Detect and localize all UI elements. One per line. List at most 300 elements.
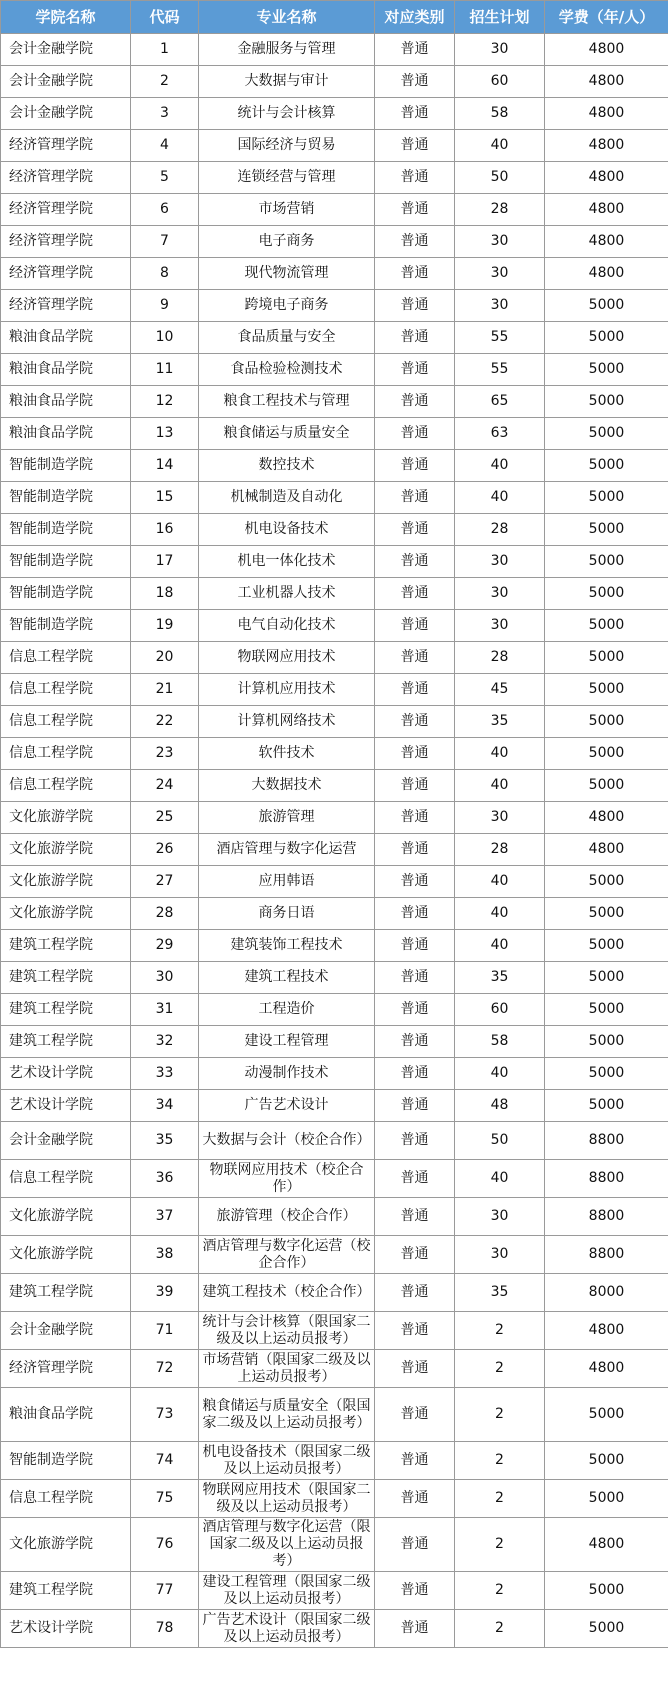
cell-major: 计算机应用技术 bbox=[199, 674, 375, 706]
cell-plan: 30 bbox=[455, 226, 545, 258]
cell-type: 普通 bbox=[375, 1026, 455, 1058]
cell-major: 酒店管理与数字化运营 bbox=[199, 834, 375, 866]
cell-college: 信息工程学院 bbox=[1, 1480, 131, 1518]
cell-type: 普通 bbox=[375, 834, 455, 866]
cell-code: 1 bbox=[131, 34, 199, 66]
table-row bbox=[1, 1274, 668, 1312]
table-header bbox=[1, 1, 668, 34]
cell-college: 艺术设计学院 bbox=[1, 1090, 131, 1122]
cell-code: 22 bbox=[131, 706, 199, 738]
table-row bbox=[1, 386, 668, 418]
cell-type: 普通 bbox=[375, 66, 455, 98]
cell-type: 普通 bbox=[375, 450, 455, 482]
cell-plan: 30 bbox=[455, 546, 545, 578]
cell-fee: 5000 bbox=[545, 706, 668, 738]
col-header-college: 学院名称 bbox=[1, 1, 131, 34]
cell-type: 普通 bbox=[375, 770, 455, 802]
cell-fee: 5000 bbox=[545, 1480, 668, 1518]
cell-code: 14 bbox=[131, 450, 199, 482]
cell-major: 统计与会计核算（限国家二级及以上运动员报考） bbox=[199, 1312, 375, 1350]
cell-college: 智能制造学院 bbox=[1, 1442, 131, 1480]
cell-code: 8 bbox=[131, 258, 199, 290]
table-row bbox=[1, 706, 668, 738]
cell-college: 信息工程学院 bbox=[1, 642, 131, 674]
cell-plan: 58 bbox=[455, 1026, 545, 1058]
cell-code: 24 bbox=[131, 770, 199, 802]
cell-type: 普通 bbox=[375, 162, 455, 194]
cell-code: 7 bbox=[131, 226, 199, 258]
cell-type: 普通 bbox=[375, 706, 455, 738]
cell-plan: 40 bbox=[455, 930, 545, 962]
cell-type: 普通 bbox=[375, 1160, 455, 1198]
cell-major: 市场营销 bbox=[199, 194, 375, 226]
header-row bbox=[1, 1, 668, 34]
table-row bbox=[1, 1090, 668, 1122]
cell-major: 建筑装饰工程技术 bbox=[199, 930, 375, 962]
cell-fee: 5000 bbox=[545, 1058, 668, 1090]
cell-major: 建设工程管理 bbox=[199, 1026, 375, 1058]
col-header-fee: 学费（年/人） bbox=[545, 1, 668, 34]
cell-code: 21 bbox=[131, 674, 199, 706]
cell-college: 会计金融学院 bbox=[1, 1122, 131, 1160]
cell-plan: 60 bbox=[455, 66, 545, 98]
cell-type: 普通 bbox=[375, 1312, 455, 1350]
cell-code: 73 bbox=[131, 1388, 199, 1442]
table-row bbox=[1, 1198, 668, 1236]
cell-type: 普通 bbox=[375, 1090, 455, 1122]
cell-code: 25 bbox=[131, 802, 199, 834]
cell-type: 普通 bbox=[375, 386, 455, 418]
cell-college: 信息工程学院 bbox=[1, 706, 131, 738]
table-row bbox=[1, 258, 668, 290]
cell-code: 10 bbox=[131, 322, 199, 354]
table-row bbox=[1, 1442, 668, 1480]
cell-college: 会计金融学院 bbox=[1, 98, 131, 130]
cell-fee: 5000 bbox=[545, 866, 668, 898]
table-row bbox=[1, 834, 668, 866]
cell-plan: 2 bbox=[455, 1312, 545, 1350]
cell-fee: 5000 bbox=[545, 770, 668, 802]
cell-fee: 4800 bbox=[545, 98, 668, 130]
table-row bbox=[1, 866, 668, 898]
cell-code: 3 bbox=[131, 98, 199, 130]
cell-college: 粮油食品学院 bbox=[1, 1388, 131, 1442]
cell-fee: 8800 bbox=[545, 1122, 668, 1160]
cell-type: 普通 bbox=[375, 130, 455, 162]
cell-college: 文化旅游学院 bbox=[1, 898, 131, 930]
cell-type: 普通 bbox=[375, 802, 455, 834]
cell-plan: 45 bbox=[455, 674, 545, 706]
cell-code: 72 bbox=[131, 1350, 199, 1388]
cell-type: 普通 bbox=[375, 226, 455, 258]
cell-plan: 40 bbox=[455, 1160, 545, 1198]
cell-fee: 5000 bbox=[545, 738, 668, 770]
table-row bbox=[1, 1572, 668, 1610]
cell-major: 旅游管理（校企合作） bbox=[199, 1198, 375, 1236]
cell-fee: 5000 bbox=[545, 482, 668, 514]
cell-college: 建筑工程学院 bbox=[1, 1026, 131, 1058]
cell-plan: 30 bbox=[455, 290, 545, 322]
col-header-code: 代码 bbox=[131, 1, 199, 34]
cell-college: 文化旅游学院 bbox=[1, 1236, 131, 1274]
cell-major: 电气自动化技术 bbox=[199, 610, 375, 642]
table-row bbox=[1, 578, 668, 610]
cell-plan: 30 bbox=[455, 258, 545, 290]
cell-fee: 5000 bbox=[545, 1026, 668, 1058]
cell-code: 15 bbox=[131, 482, 199, 514]
cell-code: 30 bbox=[131, 962, 199, 994]
cell-major: 大数据技术 bbox=[199, 770, 375, 802]
cell-type: 普通 bbox=[375, 418, 455, 450]
cell-fee: 4800 bbox=[545, 130, 668, 162]
cell-college: 经济管理学院 bbox=[1, 1350, 131, 1388]
table-row bbox=[1, 514, 668, 546]
cell-college: 经济管理学院 bbox=[1, 226, 131, 258]
cell-major: 数控技术 bbox=[199, 450, 375, 482]
cell-plan: 60 bbox=[455, 994, 545, 1026]
table-row bbox=[1, 162, 668, 194]
cell-fee: 4800 bbox=[545, 66, 668, 98]
cell-code: 26 bbox=[131, 834, 199, 866]
cell-type: 普通 bbox=[375, 354, 455, 386]
cell-type: 普通 bbox=[375, 194, 455, 226]
cell-fee: 5000 bbox=[545, 962, 668, 994]
cell-code: 27 bbox=[131, 866, 199, 898]
cell-code: 13 bbox=[131, 418, 199, 450]
cell-fee: 4800 bbox=[545, 1518, 668, 1572]
col-header-type: 对应类别 bbox=[375, 1, 455, 34]
cell-code: 29 bbox=[131, 930, 199, 962]
cell-college: 智能制造学院 bbox=[1, 450, 131, 482]
cell-fee: 5000 bbox=[545, 1388, 668, 1442]
cell-plan: 30 bbox=[455, 1198, 545, 1236]
cell-fee: 5000 bbox=[545, 418, 668, 450]
cell-college: 经济管理学院 bbox=[1, 258, 131, 290]
cell-major: 现代物流管理 bbox=[199, 258, 375, 290]
cell-major: 广告艺术设计 bbox=[199, 1090, 375, 1122]
cell-plan: 40 bbox=[455, 866, 545, 898]
cell-code: 71 bbox=[131, 1312, 199, 1350]
table-row bbox=[1, 34, 668, 66]
cell-fee: 5000 bbox=[545, 898, 668, 930]
cell-college: 艺术设计学院 bbox=[1, 1058, 131, 1090]
cell-college: 粮油食品学院 bbox=[1, 418, 131, 450]
cell-major: 酒店管理与数字化运营（校企合作） bbox=[199, 1236, 375, 1274]
table-row bbox=[1, 930, 668, 962]
cell-fee: 5000 bbox=[545, 386, 668, 418]
cell-plan: 30 bbox=[455, 34, 545, 66]
cell-fee: 4800 bbox=[545, 226, 668, 258]
table-row bbox=[1, 1122, 668, 1160]
cell-major: 粮食工程技术与管理 bbox=[199, 386, 375, 418]
cell-code: 32 bbox=[131, 1026, 199, 1058]
cell-fee: 5000 bbox=[545, 450, 668, 482]
table-body bbox=[1, 34, 668, 1648]
cell-college: 文化旅游学院 bbox=[1, 834, 131, 866]
cell-type: 普通 bbox=[375, 1388, 455, 1442]
cell-type: 普通 bbox=[375, 962, 455, 994]
table-row bbox=[1, 354, 668, 386]
cell-major: 旅游管理 bbox=[199, 802, 375, 834]
cell-major: 大数据与审计 bbox=[199, 66, 375, 98]
cell-fee: 5000 bbox=[545, 1610, 668, 1648]
cell-plan: 50 bbox=[455, 1122, 545, 1160]
cell-major: 连锁经营与管理 bbox=[199, 162, 375, 194]
cell-code: 36 bbox=[131, 1160, 199, 1198]
cell-college: 经济管理学院 bbox=[1, 130, 131, 162]
cell-fee: 4800 bbox=[545, 834, 668, 866]
col-header-plan: 招生计划 bbox=[455, 1, 545, 34]
cell-plan: 55 bbox=[455, 354, 545, 386]
cell-major: 软件技术 bbox=[199, 738, 375, 770]
table-row bbox=[1, 1160, 668, 1198]
cell-plan: 48 bbox=[455, 1090, 545, 1122]
table-row bbox=[1, 98, 668, 130]
cell-major: 国际经济与贸易 bbox=[199, 130, 375, 162]
table-row bbox=[1, 66, 668, 98]
cell-plan: 2 bbox=[455, 1572, 545, 1610]
table-row bbox=[1, 1312, 668, 1350]
cell-major: 食品质量与安全 bbox=[199, 322, 375, 354]
cell-plan: 40 bbox=[455, 450, 545, 482]
cell-type: 普通 bbox=[375, 1236, 455, 1274]
cell-major: 统计与会计核算 bbox=[199, 98, 375, 130]
table-row bbox=[1, 418, 668, 450]
cell-code: 17 bbox=[131, 546, 199, 578]
cell-plan: 2 bbox=[455, 1518, 545, 1572]
cell-type: 普通 bbox=[375, 738, 455, 770]
cell-fee: 4800 bbox=[545, 802, 668, 834]
cell-fee: 5000 bbox=[545, 930, 668, 962]
cell-type: 普通 bbox=[375, 482, 455, 514]
cell-fee: 4800 bbox=[545, 34, 668, 66]
table-row bbox=[1, 1350, 668, 1388]
cell-code: 75 bbox=[131, 1480, 199, 1518]
cell-type: 普通 bbox=[375, 930, 455, 962]
cell-code: 33 bbox=[131, 1058, 199, 1090]
table-row bbox=[1, 994, 668, 1026]
table-row bbox=[1, 898, 668, 930]
cell-college: 经济管理学院 bbox=[1, 194, 131, 226]
cell-plan: 30 bbox=[455, 1236, 545, 1274]
cell-major: 机电设备技术 bbox=[199, 514, 375, 546]
col-header-major: 专业名称 bbox=[199, 1, 375, 34]
cell-type: 普通 bbox=[375, 578, 455, 610]
cell-plan: 40 bbox=[455, 738, 545, 770]
cell-type: 普通 bbox=[375, 34, 455, 66]
cell-fee: 5000 bbox=[545, 642, 668, 674]
cell-fee: 5000 bbox=[545, 578, 668, 610]
cell-major: 食品检验检测技术 bbox=[199, 354, 375, 386]
cell-major: 动漫制作技术 bbox=[199, 1058, 375, 1090]
table-row bbox=[1, 450, 668, 482]
cell-code: 2 bbox=[131, 66, 199, 98]
cell-college: 信息工程学院 bbox=[1, 770, 131, 802]
cell-type: 普通 bbox=[375, 98, 455, 130]
cell-code: 78 bbox=[131, 1610, 199, 1648]
table-row bbox=[1, 546, 668, 578]
cell-plan: 2 bbox=[455, 1442, 545, 1480]
cell-major: 机械制造及自动化 bbox=[199, 482, 375, 514]
cell-code: 12 bbox=[131, 386, 199, 418]
cell-major: 跨境电子商务 bbox=[199, 290, 375, 322]
cell-major: 粮食储运与质量安全 bbox=[199, 418, 375, 450]
cell-college: 经济管理学院 bbox=[1, 162, 131, 194]
cell-plan: 40 bbox=[455, 770, 545, 802]
cell-type: 普通 bbox=[375, 546, 455, 578]
cell-college: 建筑工程学院 bbox=[1, 930, 131, 962]
cell-major: 物联网应用技术（限国家二级及以上运动员报考） bbox=[199, 1480, 375, 1518]
cell-code: 11 bbox=[131, 354, 199, 386]
cell-plan: 28 bbox=[455, 834, 545, 866]
cell-major: 商务日语 bbox=[199, 898, 375, 930]
cell-code: 77 bbox=[131, 1572, 199, 1610]
cell-plan: 35 bbox=[455, 706, 545, 738]
table-row bbox=[1, 290, 668, 322]
table-row bbox=[1, 130, 668, 162]
table-row bbox=[1, 770, 668, 802]
cell-college: 文化旅游学院 bbox=[1, 802, 131, 834]
cell-college: 信息工程学院 bbox=[1, 1160, 131, 1198]
cell-fee: 8000 bbox=[545, 1274, 668, 1312]
cell-college: 会计金融学院 bbox=[1, 34, 131, 66]
cell-code: 6 bbox=[131, 194, 199, 226]
cell-type: 普通 bbox=[375, 1122, 455, 1160]
cell-plan: 2 bbox=[455, 1480, 545, 1518]
cell-major: 建筑工程技术（校企合作） bbox=[199, 1274, 375, 1312]
cell-type: 普通 bbox=[375, 610, 455, 642]
table-row bbox=[1, 482, 668, 514]
cell-plan: 30 bbox=[455, 610, 545, 642]
cell-major: 建筑工程技术 bbox=[199, 962, 375, 994]
cell-code: 74 bbox=[131, 1442, 199, 1480]
cell-plan: 30 bbox=[455, 578, 545, 610]
cell-fee: 4800 bbox=[545, 162, 668, 194]
cell-major: 工程造价 bbox=[199, 994, 375, 1026]
cell-fee: 5000 bbox=[545, 1442, 668, 1480]
cell-fee: 5000 bbox=[545, 290, 668, 322]
cell-code: 18 bbox=[131, 578, 199, 610]
cell-plan: 28 bbox=[455, 194, 545, 226]
cell-plan: 40 bbox=[455, 898, 545, 930]
cell-code: 16 bbox=[131, 514, 199, 546]
cell-plan: 63 bbox=[455, 418, 545, 450]
table-row bbox=[1, 322, 668, 354]
cell-type: 普通 bbox=[375, 1198, 455, 1236]
cell-college: 文化旅游学院 bbox=[1, 1518, 131, 1572]
cell-college: 经济管理学院 bbox=[1, 290, 131, 322]
cell-plan: 28 bbox=[455, 642, 545, 674]
cell-type: 普通 bbox=[375, 290, 455, 322]
cell-plan: 50 bbox=[455, 162, 545, 194]
cell-plan: 30 bbox=[455, 802, 545, 834]
cell-plan: 2 bbox=[455, 1350, 545, 1388]
cell-code: 5 bbox=[131, 162, 199, 194]
table-row bbox=[1, 194, 668, 226]
cell-major: 计算机网络技术 bbox=[199, 706, 375, 738]
cell-fee: 4800 bbox=[545, 1350, 668, 1388]
cell-fee: 4800 bbox=[545, 258, 668, 290]
cell-fee: 8800 bbox=[545, 1236, 668, 1274]
cell-college: 建筑工程学院 bbox=[1, 962, 131, 994]
cell-plan: 40 bbox=[455, 130, 545, 162]
cell-college: 会计金融学院 bbox=[1, 66, 131, 98]
cell-fee: 5000 bbox=[545, 354, 668, 386]
cell-plan: 2 bbox=[455, 1388, 545, 1442]
table-row bbox=[1, 642, 668, 674]
cell-fee: 4800 bbox=[545, 1312, 668, 1350]
cell-major: 电子商务 bbox=[199, 226, 375, 258]
cell-code: 38 bbox=[131, 1236, 199, 1274]
cell-major: 大数据与会计（校企合作） bbox=[199, 1122, 375, 1160]
cell-plan: 40 bbox=[455, 482, 545, 514]
cell-code: 37 bbox=[131, 1198, 199, 1236]
cell-major: 物联网应用技术（校企合作） bbox=[199, 1160, 375, 1198]
table-row bbox=[1, 1236, 668, 1274]
cell-plan: 28 bbox=[455, 514, 545, 546]
cell-type: 普通 bbox=[375, 1442, 455, 1480]
cell-fee: 5000 bbox=[545, 514, 668, 546]
cell-fee: 5000 bbox=[545, 1572, 668, 1610]
cell-code: 34 bbox=[131, 1090, 199, 1122]
cell-major: 机电设备技术（限国家二级及以上运动员报考） bbox=[199, 1442, 375, 1480]
cell-plan: 35 bbox=[455, 962, 545, 994]
table-row bbox=[1, 962, 668, 994]
cell-fee: 5000 bbox=[545, 546, 668, 578]
cell-code: 20 bbox=[131, 642, 199, 674]
cell-fee: 8800 bbox=[545, 1160, 668, 1198]
cell-code: 39 bbox=[131, 1274, 199, 1312]
table-row bbox=[1, 1058, 668, 1090]
cell-major: 广告艺术设计（限国家二级及以上运动员报考） bbox=[199, 1610, 375, 1648]
cell-major: 工业机器人技术 bbox=[199, 578, 375, 610]
cell-college: 粮油食品学院 bbox=[1, 354, 131, 386]
cell-type: 普通 bbox=[375, 322, 455, 354]
cell-major: 酒店管理与数字化运营（限国家二级及以上运动员报考） bbox=[199, 1518, 375, 1572]
cell-fee: 5000 bbox=[545, 994, 668, 1026]
cell-plan: 2 bbox=[455, 1610, 545, 1648]
cell-college: 建筑工程学院 bbox=[1, 1274, 131, 1312]
cell-type: 普通 bbox=[375, 1480, 455, 1518]
cell-type: 普通 bbox=[375, 642, 455, 674]
cell-college: 智能制造学院 bbox=[1, 610, 131, 642]
cell-type: 普通 bbox=[375, 514, 455, 546]
cell-college: 会计金融学院 bbox=[1, 1312, 131, 1350]
cell-type: 普通 bbox=[375, 1274, 455, 1312]
table-row bbox=[1, 1480, 668, 1518]
cell-code: 76 bbox=[131, 1518, 199, 1572]
cell-type: 普通 bbox=[375, 258, 455, 290]
cell-fee: 5000 bbox=[545, 674, 668, 706]
cell-college: 智能制造学院 bbox=[1, 578, 131, 610]
cell-code: 4 bbox=[131, 130, 199, 162]
cell-fee: 5000 bbox=[545, 322, 668, 354]
cell-college: 建筑工程学院 bbox=[1, 994, 131, 1026]
cell-type: 普通 bbox=[375, 1350, 455, 1388]
cell-college: 信息工程学院 bbox=[1, 674, 131, 706]
cell-college: 建筑工程学院 bbox=[1, 1572, 131, 1610]
cell-college: 粮油食品学院 bbox=[1, 322, 131, 354]
cell-fee: 5000 bbox=[545, 610, 668, 642]
table-row bbox=[1, 226, 668, 258]
cell-college: 智能制造学院 bbox=[1, 482, 131, 514]
cell-type: 普通 bbox=[375, 1610, 455, 1648]
cell-code: 23 bbox=[131, 738, 199, 770]
cell-college: 艺术设计学院 bbox=[1, 1610, 131, 1648]
table-row bbox=[1, 802, 668, 834]
table-row bbox=[1, 1610, 668, 1648]
cell-code: 28 bbox=[131, 898, 199, 930]
